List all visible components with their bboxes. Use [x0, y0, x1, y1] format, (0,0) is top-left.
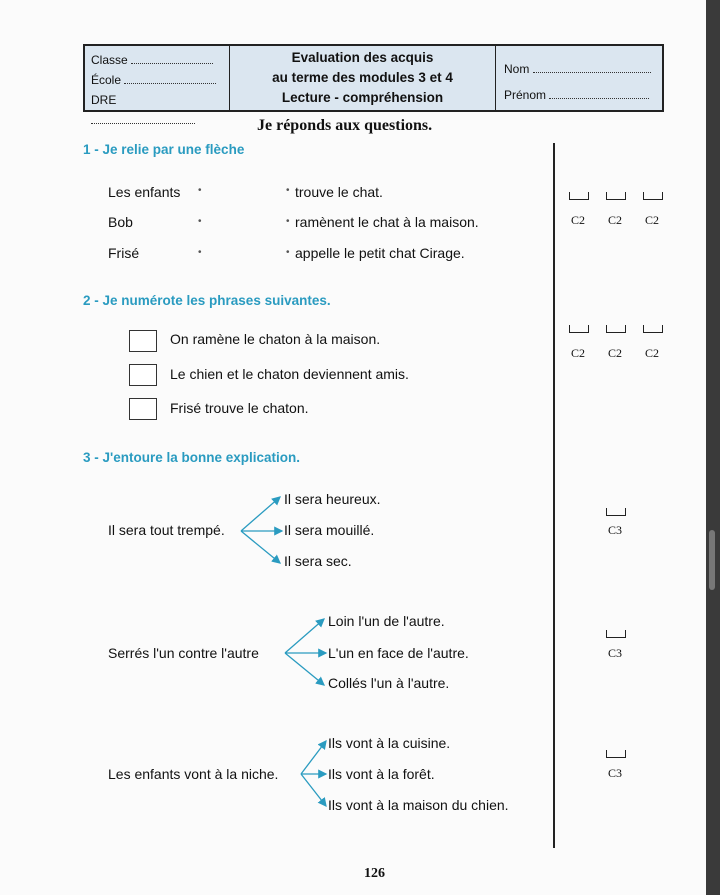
q2-label: 2 - Je numérote les phrases suivantes.: [83, 293, 331, 308]
ecole-label: École: [91, 73, 122, 87]
q1-code-2: C2: [608, 213, 623, 227]
header-title-line1: Evaluation des acquis: [291, 50, 434, 65]
q1-left-dot-3[interactable]: •: [198, 247, 202, 258]
q2-code-1: C2: [571, 346, 586, 360]
q1-left-dot-2[interactable]: •: [198, 216, 202, 227]
q3-3-option-2[interactable]: Ils vont à la forêt.: [328, 766, 435, 782]
q1-code-3: C2: [645, 213, 660, 227]
prenom-label: Prénom: [504, 88, 547, 102]
q3-3-arrow-down: [301, 774, 326, 806]
classe-label: Classe: [91, 53, 128, 67]
q1-right-2: ramènent le chat à la maison.: [295, 214, 479, 230]
q3-3-option-1[interactable]: Ils vont à la cuisine.: [328, 735, 451, 751]
viewer-edge: [706, 0, 720, 895]
main-title: Je réponds aux questions.: [257, 117, 433, 134]
q2-sentence-2: Le chien et le chaton deviennent amis.: [170, 366, 409, 382]
q3-3-phrase: Les enfants vont à la niche.: [108, 766, 279, 782]
q1-left-dot-1[interactable]: •: [198, 185, 202, 196]
q3-2-phrase: Serrés l'un contre l'autre: [108, 645, 259, 661]
dre-label: DRE: [91, 93, 117, 107]
q2-code-3: C2: [645, 346, 660, 360]
q3-2-arrow-down: [285, 653, 324, 685]
q1-right-dot-2[interactable]: •: [286, 216, 290, 227]
q3-3-option-3[interactable]: Ils vont à la maison du chien.: [328, 797, 509, 813]
q3-1-option-2[interactable]: Il sera mouillé.: [284, 522, 375, 538]
nom-label: Nom: [504, 62, 530, 76]
header-title-line3: Lecture - compréhension: [281, 90, 444, 105]
q1-code-1: C2: [571, 213, 586, 227]
q1-label: 1 - Je relie par une flèche: [83, 142, 245, 157]
q3-2-option-2[interactable]: L'un en face de l'autre.: [328, 645, 469, 661]
q3-1-option-1[interactable]: Il sera heureux.: [284, 491, 381, 507]
q3-1-phrase: Il sera tout trempé.: [108, 522, 225, 538]
q3-2-option-1[interactable]: Loin l'un de l'autre.: [328, 613, 445, 629]
q3-2-option-3[interactable]: Collés l'un à l'autre.: [328, 675, 450, 691]
q1-right-1: trouve le chat.: [295, 184, 383, 200]
q3-2-code: C3: [608, 646, 623, 660]
q1-right-dot-3[interactable]: •: [286, 247, 290, 258]
q3-1-code: C3: [608, 523, 623, 537]
q2-sentence-1: On ramène le chaton à la maison.: [170, 331, 381, 347]
q2-sentence-3: Frisé trouve le chaton.: [170, 400, 309, 416]
q1-right-dot-1[interactable]: •: [286, 185, 290, 196]
q3-3-code: C3: [608, 766, 623, 780]
page-number: 126: [364, 866, 385, 881]
q1-left-2: Bob: [108, 214, 133, 230]
q3-1-option-3[interactable]: Il sera sec.: [284, 553, 352, 569]
q2-code-2: C2: [608, 346, 623, 360]
q1-left-1: Les enfants: [108, 184, 181, 200]
q1-left-3: Frisé: [108, 245, 140, 261]
scrollbar-thumb[interactable]: [709, 530, 715, 590]
q3-1-arrow-up: [241, 497, 280, 531]
q3-3-arrow-up: [301, 741, 326, 774]
q3-label: 3 - J'entoure la bonne explication.: [83, 450, 301, 465]
q1-right-3: appelle le petit chat Cirage.: [295, 245, 465, 261]
q3-2-arrow-up: [285, 619, 324, 653]
header-title-line2: au terme des modules 3 et 4: [272, 70, 453, 85]
q3-1-arrow-down: [241, 531, 280, 563]
